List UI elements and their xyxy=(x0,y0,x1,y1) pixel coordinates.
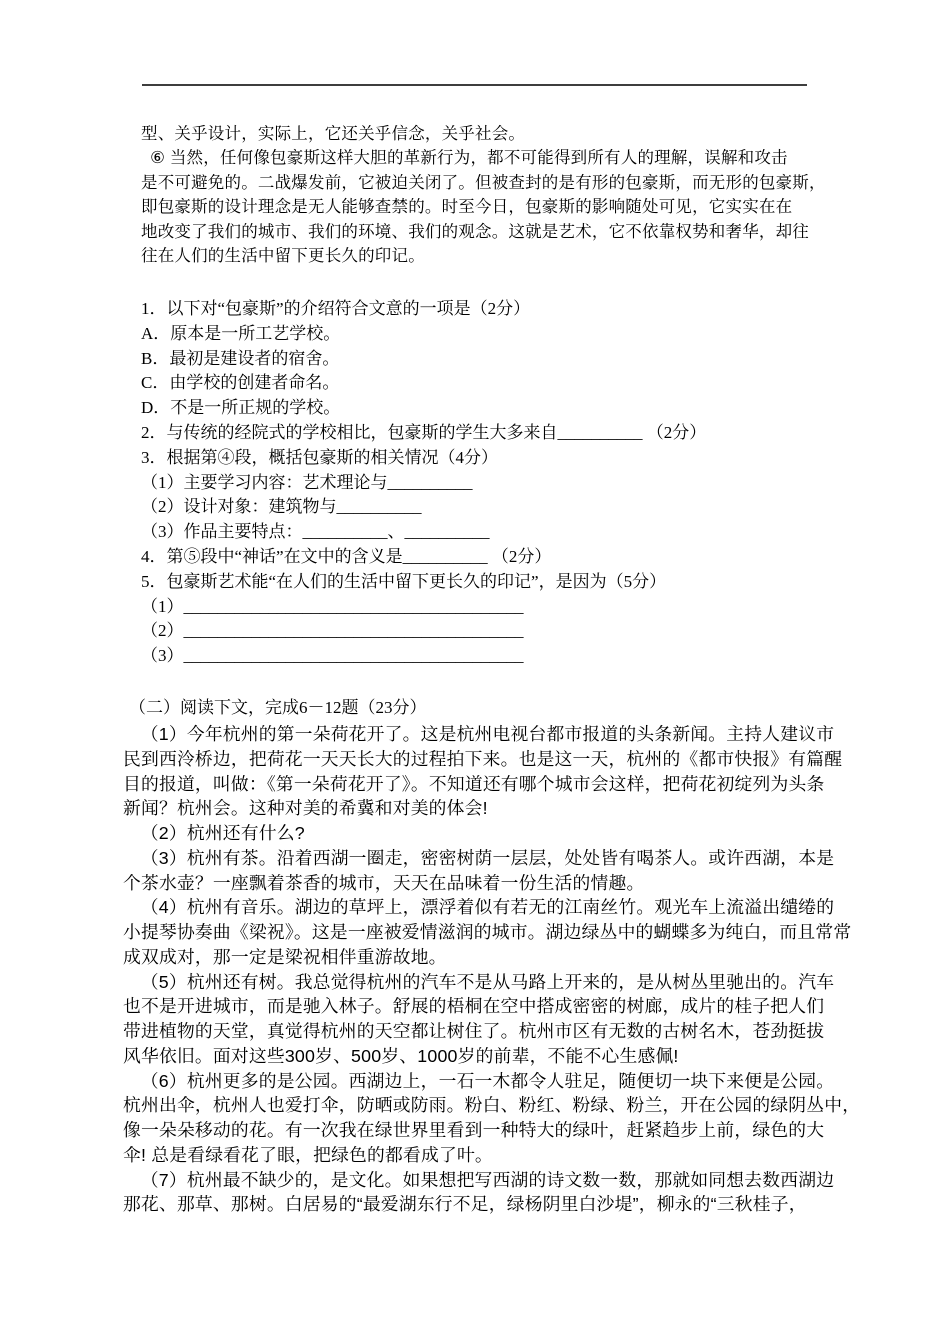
option-c-line: C．由学校的创建者命名。 xyxy=(141,373,340,393)
passage-line: 杭州出伞，杭州人也爱打伞，防晒或防雨。粉白、粉红、粉绿、粉兰，开在公园的绿阴丛中， xyxy=(123,1095,861,1116)
passage-line: （5）杭州还有树。我总觉得杭州的汽车不是从马路上开来的，是从树丛里驰出的。汽车 xyxy=(140,971,835,992)
q3-item-1-line: （1）主要学习内容：艺术理论与__________ xyxy=(141,472,473,492)
q5-blank-1-line: （1）________________________________________ xyxy=(141,596,524,616)
bauhaus-questions xyxy=(141,297,706,669)
passage-line: 也不是开进城市，而是驰入林子。舒展的梧桐在空中搭成密密的树廊，成片的桂子把人们 xyxy=(123,996,825,1017)
q5-blank-3-line: （3）________________________________________ xyxy=(141,646,524,666)
passage-line: 成双成对，那一定是梁祝相伴重游故地。 xyxy=(123,946,447,967)
passage-line: 带进植物的天堂，真觉得杭州的天空都让树住了。杭州市区有无数的古树名木，苍劲挺拔 xyxy=(123,1021,825,1041)
passage-line: 是不可避免的。二战爆发前，它被迫关闭了。但被查封的是有形的包豪斯，而无形的包豪斯， xyxy=(141,173,826,192)
passage-line: 像一朵朵移动的花。有一次我在绿世界里看到一种特大的绿叶，赶紧趋步上前，绿色的大 xyxy=(123,1120,825,1140)
passage-line: （1）今年杭州的第一朵荷花开了。这是杭州电视台都市报道的头条新闻。主持人建议市 xyxy=(140,724,835,744)
option-a-line: A．原本是一所工艺学校。 xyxy=(141,323,341,343)
q3-item-2-line: （2）设计对象：建筑物与__________ xyxy=(141,497,422,517)
passage-line: （6）杭州更多的是公园。西湖边上，一石一木都令人驻足，随便切一块下来便是公园。 xyxy=(140,1070,835,1091)
section-two-heading: （二）阅读下文，完成6－12题（23分） xyxy=(129,698,427,717)
passage-line: 个茶水壶？一座飘着茶香的城市，天天在品味着一份生活的情趣。 xyxy=(123,872,645,893)
question-1-line: 1．以下对“包豪斯”的介绍符合文意的一项是（2分） xyxy=(141,299,531,318)
passage-line: 伞! 总是看绿看花了眼，把绿色的都看成了叶。 xyxy=(123,1144,493,1165)
passage-line: 型、关乎设计，实际上，它还关乎信念，关乎社会。 xyxy=(141,125,526,143)
question-3-line: 3．根据第④段，概括包豪斯的相关情况（4分） xyxy=(141,447,498,467)
passage-line: 目的报道，叫做：《第一朵荷花开了》。不知道还有哪个城市会这样，把荷花初绽列为头条 xyxy=(123,773,825,794)
passage-line: ⑥ 当然，任何像包豪斯这样大胆的革新行为，都不可能得到所有人的理解，误解和攻击 xyxy=(150,149,788,168)
header-divider xyxy=(142,84,807,86)
passage-line: 小提琴协奏曲《梁祝》。这是一座被爱情滋润的城市。湖边绿丛中的蝴蝶多为纯白，而且常常 xyxy=(123,922,852,942)
hangzhou-passage xyxy=(123,722,860,1217)
bauhaus-passage-continuation xyxy=(141,122,826,268)
passage-line: （3）杭州有茶。沿着西湖一圈走，密密树荫一层层，处处皆有喝茶人。或许西湖，本是 xyxy=(140,847,835,868)
passage-line: 往在人们的生活中留下更长久的印记。 xyxy=(141,247,425,266)
question-4-line: 4．第⑤段中“神话”在文中的含义是__________ （2分） xyxy=(141,546,552,566)
passage-line: 风华依旧。面对这些300岁、500岁、1000岁的前辈，不能不心生感佩! xyxy=(123,1045,679,1066)
question-2-line: 2．与传统的经院式的学校相比，包豪斯的学生大多来自__________ （2分） xyxy=(141,422,707,442)
passage-line: （4）杭州有音乐。湖边的草坪上，漂浮着似有若无的江南丝竹。观光车上流溢出缱绻的 xyxy=(140,897,835,918)
passage-line: （2）杭州还有什么? xyxy=(140,823,305,843)
q3-item-3-line: （3）作品主要特点：__________、__________ xyxy=(141,522,490,542)
passage-line: 那花、那草、那树。白居易的“最爱湖东行不足，绿杨阴里白沙堤”，柳永的“三秋桂子， xyxy=(123,1194,807,1215)
option-b-line: B．最初是建设者的宿舍。 xyxy=(141,348,340,368)
q5-blank-2-line: （2）________________________________________ xyxy=(141,621,524,641)
passage-line: （7）杭州最不缺少的，是文化。如果想把写西湖的诗文数一数，那就如同想去数西湖边 xyxy=(140,1169,835,1190)
passage-line: 民到西泠桥边，把荷花一天天长大的过程拍下来。也是这一天，杭州的《都市快报》有篇醒 xyxy=(123,748,843,769)
passage-line: 地改变了我们的城市、我们的环境、我们的观念。这就是艺术，它不依靠权势和奢华，却往 xyxy=(141,222,809,241)
option-d-line: D．不是一所正规的学校。 xyxy=(141,398,341,418)
passage-line: 新闻？杭州会。这种对美的希冀和对美的体会! xyxy=(123,798,488,819)
passage-line: 即包豪斯的设计理念是无人能够查禁的。时至今日，包豪斯的影响随处可见，它实实在在 xyxy=(141,198,793,217)
question-5-line: 5．包豪斯艺术能“在人们的生活中留下更长久的印记”，是因为（5分） xyxy=(141,571,667,591)
